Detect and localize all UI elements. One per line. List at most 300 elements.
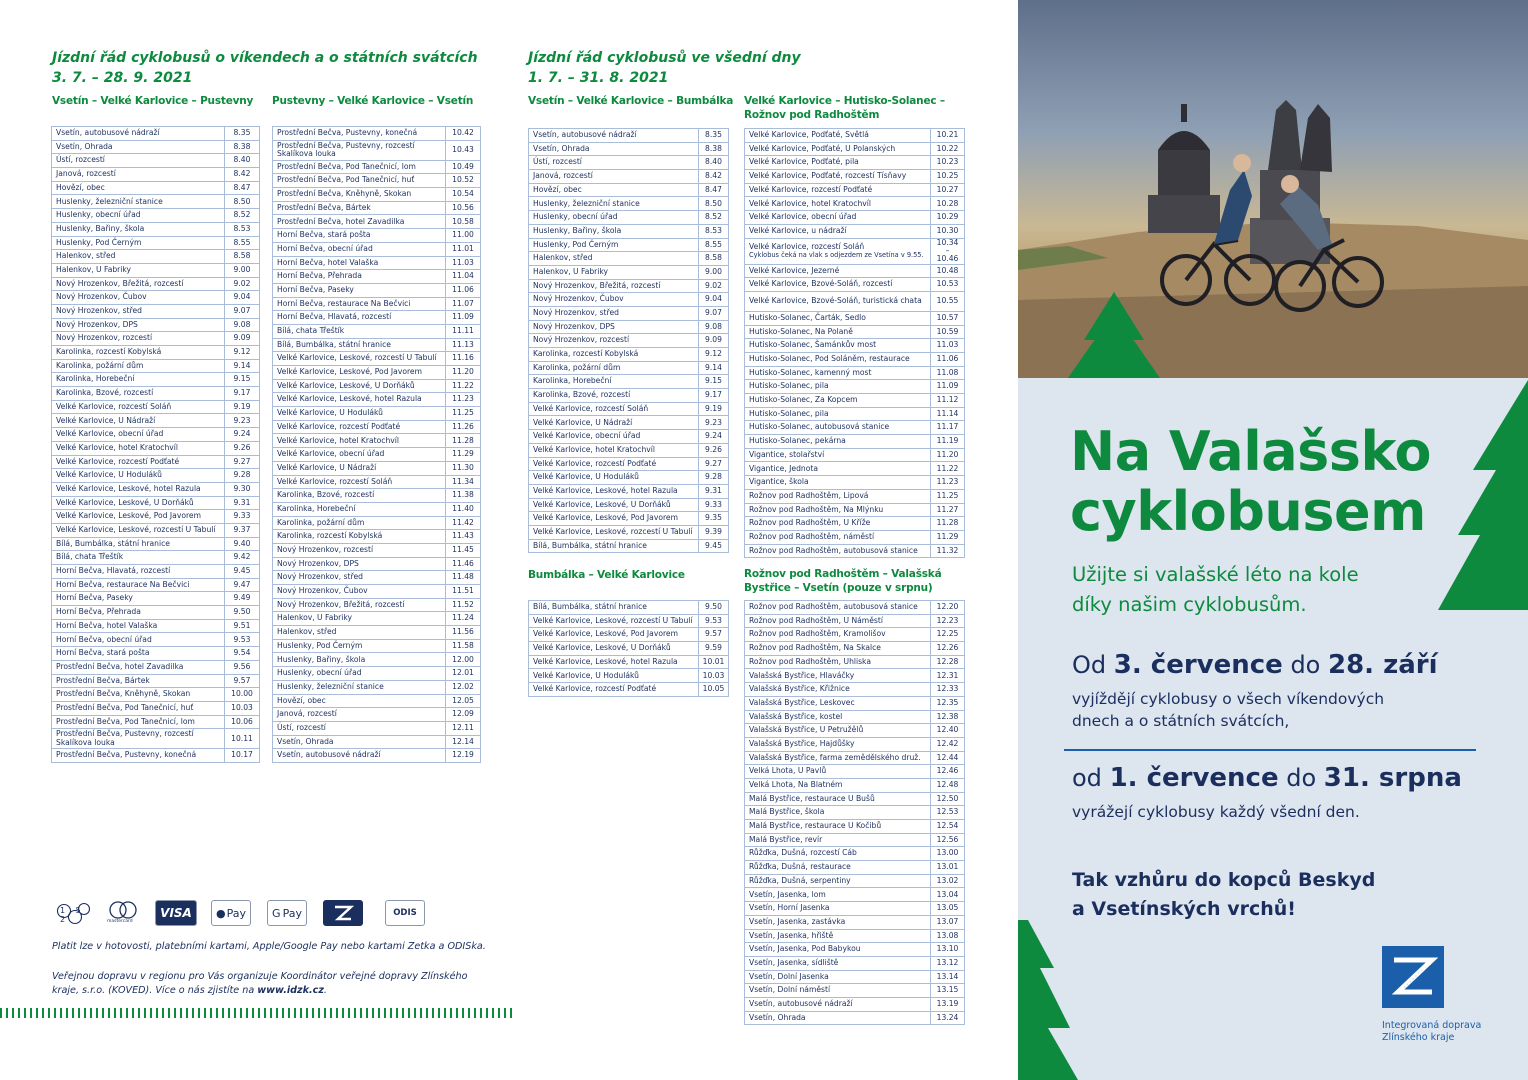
- timetable-row: [52, 263, 260, 277]
- departure-time: 12.19: [446, 749, 481, 763]
- stop-name: Huslenky, Bařiny, škola: [273, 653, 446, 667]
- departure-time: 12.05: [446, 694, 481, 708]
- weekend-dates: Od 3. července do 28. září: [1072, 650, 1438, 680]
- stop-name: Karolinka, Bzové, rozcestí: [273, 489, 446, 503]
- organizer-line-2: kraje, s.r.o. (KOVED). Více o nás zjistíte na www.idzk.cz.: [52, 985, 327, 996]
- weekend-heading-title: Jízdní řád cyklobusů o víkendech a o státních svátcích: [52, 50, 478, 66]
- departure-time: 10.23: [931, 156, 965, 170]
- stop-name: Hutisko-Solanec, Šamánkův most: [745, 339, 931, 353]
- timetable-row: [745, 476, 965, 490]
- stop-name: Hutisko-Solanec, autobusová stanice: [745, 421, 931, 435]
- departure-time: 13.15: [931, 984, 965, 998]
- stop-name: Hutisko-Solanec, Na Polaně: [745, 325, 931, 339]
- timetable-row: [52, 250, 260, 264]
- divider: [1064, 749, 1476, 751]
- departure-time: 8.50: [225, 195, 260, 209]
- stop-name: Velké Karlovice, Bzové-Soláň, rozcestí: [745, 278, 931, 292]
- stop-name: Růžďka, Dušná, serpentiny: [745, 874, 931, 888]
- departure-time: 11.43: [446, 530, 481, 544]
- route-e-title: Velké Karlovice – Hutisko-Solanec – Rožnov pod Radhoštěm: [744, 95, 945, 121]
- departure-time: 8.50: [699, 197, 729, 211]
- stop-name: Velké Karlovice, Jezerné: [745, 264, 931, 278]
- stop-name: Rožnov pod Radhoštěm, Lipová: [745, 489, 931, 503]
- stop-name: Nový Hrozenkov, střed: [529, 306, 699, 320]
- timetable-row: [529, 156, 729, 170]
- weekday-heading-dates: 1. 7. – 31. 8. 2021: [528, 70, 669, 86]
- timetable-row: [52, 428, 260, 442]
- stop-name: Vsetín, Horní Jasenka: [745, 902, 931, 916]
- stop-name: Halenkov, U Fabriky: [529, 265, 699, 279]
- timetable-row: [273, 393, 481, 407]
- departure-time: 12.26: [931, 642, 965, 656]
- timetable-row: [52, 701, 260, 715]
- departure-time: 9.24: [225, 428, 260, 442]
- route-b-title: Pustevny – Velké Karlovice – Vsetín: [272, 95, 474, 107]
- departure-time: 9.00: [699, 265, 729, 279]
- timetable-row: [745, 710, 965, 724]
- timetable-row: [745, 888, 965, 902]
- timetable-row: [52, 455, 260, 469]
- timetable-row: [52, 469, 260, 483]
- departure-time: 11.22: [931, 462, 965, 476]
- departure-time: 9.09: [225, 332, 260, 346]
- timetable-row: [52, 578, 260, 592]
- timetable-row: [52, 674, 260, 688]
- departure-time: 9.45: [699, 539, 729, 553]
- stop-name: Hovězí, obec: [52, 181, 225, 195]
- stop-name: Malá Bystřice, revír: [745, 833, 931, 847]
- departure-time: 9.57: [225, 674, 260, 688]
- departure-time: 10.42: [446, 127, 481, 141]
- departure-time: 8.40: [225, 154, 260, 168]
- timetable-row: [273, 256, 481, 270]
- stop-name: Huslenky, Pod Černým: [529, 238, 699, 252]
- stop-name: Prostřední Bečva, Kněhyně, Skokan: [273, 188, 446, 202]
- timetable-row: [273, 352, 481, 366]
- departure-time: 10.03: [225, 701, 260, 715]
- stop-name: Velké Karlovice, Bzové-Soláň, turistická chata: [745, 291, 931, 311]
- timetable-row: [529, 601, 729, 615]
- timetable-row: [529, 655, 729, 669]
- departure-time: 9.39: [699, 525, 729, 539]
- stop-name: Vsetín, autobusové nádraží: [273, 749, 446, 763]
- timetable-row: [529, 669, 729, 683]
- stop-name: Nový Hrozenkov, střed: [52, 304, 225, 318]
- stop-name: Karolinka, Bzové, rozcestí: [529, 389, 699, 403]
- stop-name: Velké Karlovice, obecní úřad: [52, 428, 225, 442]
- stop-name: Bílá, Bumbálka, státní hranice: [52, 537, 225, 551]
- timetable-row: [52, 140, 260, 154]
- route-d-title: Bumbálka – Velké Karlovice: [528, 569, 685, 581]
- stop-name: Hutisko-Solanec, pila: [745, 380, 931, 394]
- timetable-row: [529, 279, 729, 293]
- timetable-row: [745, 696, 965, 710]
- stop-name: Valašská Bystřice, Hlaváčky: [745, 669, 931, 683]
- stop-name: Prostřední Bečva, Pod Tanečnicí, lom: [273, 160, 446, 174]
- departure-time: 12.38: [931, 710, 965, 724]
- timetable-row: [52, 181, 260, 195]
- departure-time: 12.54: [931, 820, 965, 834]
- timetable-row: [52, 291, 260, 305]
- stop-name: Velké Karlovice, Leskové, Pod Javorem: [529, 512, 699, 526]
- timetable-row: [273, 366, 481, 380]
- stop-name: Horní Bečva, stará pošta: [52, 647, 225, 661]
- timetable-weekday-bumbalka-karlovice: [528, 600, 729, 697]
- stop-name: Prostřední Bečva, Pustevny, konečná: [52, 749, 225, 763]
- mastercard-icon: mastercard: [103, 900, 143, 926]
- timetable-row: [273, 311, 481, 325]
- stop-name: Huslenky, obecní úřad: [529, 211, 699, 225]
- stop-name: Rožnov pod Radhoštěm, Na Mlýnku: [745, 503, 931, 517]
- stop-name: Huslenky, Bařiny, škola: [52, 222, 225, 236]
- departure-time: 13.19: [931, 997, 965, 1011]
- stop-name: Horní Bečva, restaurace Na Bečvici: [52, 578, 225, 592]
- departure-time: 12.23: [931, 614, 965, 628]
- timetable-row: [273, 516, 481, 530]
- timetable-row: [529, 512, 729, 526]
- departure-time: 11.13: [446, 338, 481, 352]
- stop-name: Velké Karlovice, hotel Kratochvíl: [529, 443, 699, 457]
- stop-name: Karolinka, požární dům: [529, 361, 699, 375]
- stop-name: Huslenky, Pod Černým: [52, 236, 225, 250]
- timetable-row: [745, 902, 965, 916]
- departure-time: 9.02: [699, 279, 729, 293]
- organizer-line-1: Veřejnou dopravu v regionu pro Vás organizuje Koordinátor veřejné dopravy Zlínského: [52, 971, 468, 982]
- stop-name: Velké Karlovice, rozcestí Podťaté: [745, 183, 931, 197]
- stop-name: Prostřední Bečva, Pustevny, rozcestí Skalíkova louka: [52, 729, 225, 749]
- departure-time: 9.14: [225, 359, 260, 373]
- departure-time: 8.38: [225, 140, 260, 154]
- timetable-row: [273, 201, 481, 215]
- departure-time: 9.07: [699, 306, 729, 320]
- stop-name: Vsetín, autobusové nádraží: [745, 997, 931, 1011]
- stop-name: Nový Hrozenkov, Břežitá, rozcestí: [529, 279, 699, 293]
- stop-name: Ústí, rozcestí: [52, 154, 225, 168]
- stop-name: Huslenky, železniční stanice: [52, 195, 225, 209]
- timetable-row: [52, 373, 260, 387]
- stop-name: Hovězí, obec: [529, 183, 699, 197]
- departure-time: 9.50: [699, 601, 729, 615]
- stop-name: Velké Karlovice, Podťaté, pila: [745, 156, 931, 170]
- payment-note: Platit lze v hotovosti, platebními kartami, Apple/Google Pay nebo kartami Zetka a ODISka.: [52, 941, 486, 952]
- timetable-row: [273, 735, 481, 749]
- weekday-dates: od 1. července do 31. srpna: [1072, 763, 1462, 793]
- departure-time: 10.59: [931, 325, 965, 339]
- departure-time: 8.58: [699, 252, 729, 266]
- departure-time: 9.04: [699, 293, 729, 307]
- departure-time: 12.14: [446, 735, 481, 749]
- timetable-row: [529, 539, 729, 553]
- stop-name: Velké Karlovice, obecní úřad: [529, 430, 699, 444]
- stop-name: Hutisko-Solanec, pila: [745, 407, 931, 421]
- departure-time: 9.33: [699, 498, 729, 512]
- stop-name: Valašská Bystřice, kostel: [745, 710, 931, 724]
- route-a-title: Vsetín – Velké Karlovice – Pustevny: [52, 95, 254, 107]
- timetable-row: [52, 523, 260, 537]
- stop-name: Velké Karlovice, hotel Kratochvíl: [273, 434, 446, 448]
- timetable-row: [745, 211, 965, 225]
- stop-name: Horní Bečva, obecní úřad: [273, 242, 446, 256]
- departure-time: 9.42: [225, 551, 260, 565]
- stop-name: Velké Karlovice, Leskové, rozcestí U Tabulí: [529, 525, 699, 539]
- stop-name: Velké Karlovice, Leskové, Pod Javorem: [273, 366, 446, 380]
- stop-name: Vsetín, Jasenka, zastávka: [745, 915, 931, 929]
- timetable-row: [745, 970, 965, 984]
- timetable-row: [52, 749, 260, 763]
- stop-name: Valašská Bystřice, U Petružělů: [745, 724, 931, 738]
- stop-name: Huslenky, Bařiny, škola: [529, 224, 699, 238]
- departure-time: 8.52: [225, 209, 260, 223]
- timetable-row: [529, 320, 729, 334]
- timetable-row: [529, 211, 729, 225]
- timetable-row: [52, 633, 260, 647]
- timetable-row: [745, 366, 965, 380]
- timetable-row: [745, 129, 965, 143]
- departure-time: 12.25: [931, 628, 965, 642]
- stop-name: Janová, rozcestí: [529, 170, 699, 184]
- timetable-row: [529, 457, 729, 471]
- stop-name: Vsetín, Ohrada: [273, 735, 446, 749]
- timetable-row: [273, 530, 481, 544]
- stop-name: Bílá, Bumbálka, státní hranice: [529, 539, 699, 553]
- timetable-row: [745, 943, 965, 957]
- stop-name: Velká Lhota, Na Blatném: [745, 778, 931, 792]
- departure-time: 11.29: [446, 448, 481, 462]
- timetable-row: [745, 311, 965, 325]
- timetable-row: [529, 525, 729, 539]
- departure-time: 9.26: [699, 443, 729, 457]
- timetable-row: [273, 270, 481, 284]
- timetable-row: [273, 283, 481, 297]
- timetable-row: [273, 420, 481, 434]
- departure-time: 13.10: [931, 943, 965, 957]
- departure-time: 12.48: [931, 778, 965, 792]
- timetable-row: [745, 197, 965, 211]
- stop-name: Velké Karlovice, obecní úřad: [273, 448, 446, 462]
- zetka-card-icon: [323, 900, 363, 926]
- timetable-row: [529, 265, 729, 279]
- timetable-weekday-roznov-vsetin: [744, 600, 965, 1025]
- timetable-row: [273, 434, 481, 448]
- departure-time: 9.56: [225, 660, 260, 674]
- departure-time: 10.53: [931, 278, 965, 292]
- stop-name: Halenkov, střed: [529, 252, 699, 266]
- departure-time: 11.45: [446, 543, 481, 557]
- timetable-row: [529, 375, 729, 389]
- timetable-row: [52, 304, 260, 318]
- stop-name: Velké Karlovice, hotel Kratochvíl: [52, 441, 225, 455]
- stop-name: Nový Hrozenkov, DPS: [529, 320, 699, 334]
- timetable-row: [745, 792, 965, 806]
- timetable-row: [745, 874, 965, 888]
- stop-name: Horní Bečva, Přehrada: [52, 606, 225, 620]
- stop-name: Velké Karlovice, rozcestí Soláň: [273, 475, 446, 489]
- stop-name: Huslenky, železniční stanice: [529, 197, 699, 211]
- stop-name: Nový Hrozenkov, Břežitá, rozcestí: [52, 277, 225, 291]
- timetable-row: [745, 394, 965, 408]
- timetable-row: [745, 462, 965, 476]
- departure-time: 10.34 – 10.46: [931, 238, 965, 264]
- departure-time: 11.17: [931, 421, 965, 435]
- timetable-row: [745, 352, 965, 366]
- stop-name: Velké Karlovice, Leskové, U Dorňáků: [529, 498, 699, 512]
- departure-time: 8.53: [225, 222, 260, 236]
- stop-name: Velké Karlovice, rozcestí Soláň Cyklobus čeká na vlak s odjezdem ze Vsetína v 9.55.: [745, 238, 931, 264]
- departure-time: 10.05: [699, 683, 729, 697]
- departure-time: 11.06: [446, 283, 481, 297]
- timetable-row: [529, 293, 729, 307]
- stop-name: Velké Karlovice, u nádraží: [745, 224, 931, 238]
- departure-time: 11.09: [446, 311, 481, 325]
- stop-name: Karolinka, rozcestí Kobylská: [273, 530, 446, 544]
- stop-name: Velké Karlovice, rozcestí Podťaté: [52, 455, 225, 469]
- timetable-row: [273, 338, 481, 352]
- departure-time: 12.40: [931, 724, 965, 738]
- departure-time: 8.47: [225, 181, 260, 195]
- departure-time: 10.03: [699, 669, 729, 683]
- timetable-row: [745, 421, 965, 435]
- departure-time: 12.42: [931, 737, 965, 751]
- stop-name: Velké Karlovice, rozcestí Podťaté: [529, 683, 699, 697]
- stop-name: Hutisko-Solanec, Za Kopcem: [745, 394, 931, 408]
- timetable-row: [745, 380, 965, 394]
- stop-name: Nový Hrozenkov, DPS: [273, 557, 446, 571]
- departure-time: 11.48: [446, 571, 481, 585]
- timetable-row: [745, 655, 965, 669]
- stop-name: Velké Karlovice, Leskové, U Dorňáků: [52, 496, 225, 510]
- weekend-info: Od 3. července do 28. září vyjíždějí cyklobusy o všech víkendových dnech a o státních svátcích,: [1072, 650, 1438, 730]
- idzk-logo-text: Integrovaná doprava Zlínského kraje: [1382, 1020, 1482, 1043]
- timetable-row: [529, 361, 729, 375]
- stop-name: Nový Hrozenkov, rozcestí: [52, 332, 225, 346]
- timetable-row: [745, 997, 965, 1011]
- stop-name: Vsetín, autobusové nádraží: [529, 129, 699, 143]
- timetable-weekday-karlovice-roznov: [744, 128, 965, 558]
- stop-name: Karolinka, rozcestí Kobylská: [529, 348, 699, 362]
- stop-name: Velké Karlovice, Leskové, hotel Razula: [529, 655, 699, 669]
- stop-name: Valašská Bystřice, farma zemědělského druž.: [745, 751, 931, 765]
- timetable-row: [745, 517, 965, 531]
- stop-name: Velké Karlovice, Leskové, Pod Javorem: [52, 510, 225, 524]
- timetable-row: [745, 142, 965, 156]
- stop-name: Karolinka, požární dům: [273, 516, 446, 530]
- departure-time: 12.33: [931, 683, 965, 697]
- timetable-row: [52, 606, 260, 620]
- timetable-row: [745, 264, 965, 278]
- departure-time: 12.46: [931, 765, 965, 779]
- departure-time: 9.33: [225, 510, 260, 524]
- stop-name: Velké Karlovice, Podťaté, U Polanských: [745, 142, 931, 156]
- departure-time: 9.45: [225, 565, 260, 579]
- timetable-row: [273, 694, 481, 708]
- stop-name: Vigantice, Jednota: [745, 462, 931, 476]
- timetable-row: [529, 402, 729, 416]
- departure-time: 11.00: [446, 229, 481, 243]
- stop-name: Horní Bečva, restaurace Na Bečvici: [273, 297, 446, 311]
- stop-name: Nový Hrozenkov, DPS: [52, 318, 225, 332]
- departure-time: 12.56: [931, 833, 965, 847]
- stop-name: Prostřední Bečva, Pod Tanečnicí, huť: [52, 701, 225, 715]
- stop-name: Horní Bečva, hotel Valaška: [52, 619, 225, 633]
- departure-time: 11.25: [931, 489, 965, 503]
- departure-time: 9.12: [225, 346, 260, 360]
- departure-time: 12.50: [931, 792, 965, 806]
- timetable-row: [52, 387, 260, 401]
- departure-time: 9.53: [225, 633, 260, 647]
- departure-time: 13.00: [931, 847, 965, 861]
- stop-name: Velká Lhota, U Pavlů: [745, 765, 931, 779]
- timetable-row: [273, 639, 481, 653]
- stop-name: Rožnov pod Radhoštěm, autobusová stanice: [745, 601, 931, 615]
- departure-time: 11.07: [446, 297, 481, 311]
- departure-time: 11.40: [446, 502, 481, 516]
- timetable-row: [529, 224, 729, 238]
- stop-name: Prostřední Bečva, hotel Zavadilka: [52, 660, 225, 674]
- departure-time: 9.14: [699, 361, 729, 375]
- timetable-row: [745, 915, 965, 929]
- timetable-row: [52, 346, 260, 360]
- timetable-row: [52, 277, 260, 291]
- timetable-row: [529, 498, 729, 512]
- departure-time: 8.42: [225, 168, 260, 182]
- timetable-row: [745, 929, 965, 943]
- stop-name: Huslenky, Pod Černým: [273, 639, 446, 653]
- timetable-row: [273, 749, 481, 763]
- departure-time: 12.35: [931, 696, 965, 710]
- timetable-row: [529, 642, 729, 656]
- stop-name: Bílá, Bumbálka, státní hranice: [529, 601, 699, 615]
- departure-time: 11.52: [446, 598, 481, 612]
- departure-time: 10.27: [931, 183, 965, 197]
- timetable-row: [745, 778, 965, 792]
- weekend-heading: [52, 48, 478, 88]
- timetable-row: [52, 565, 260, 579]
- stop-name: Vsetín, Ohrada: [745, 1011, 931, 1025]
- departure-time: 13.14: [931, 970, 965, 984]
- timetable-row: [52, 318, 260, 332]
- idzk-link[interactable]: www.idzk.cz: [257, 985, 324, 996]
- timetable-row: [273, 215, 481, 229]
- timetable-row: [745, 448, 965, 462]
- timetable-row: [745, 1011, 965, 1025]
- stop-name: Velké Karlovice, rozcestí Soláň: [529, 402, 699, 416]
- departure-time: 9.49: [225, 592, 260, 606]
- departure-time: 9.12: [699, 348, 729, 362]
- timetable-row: [52, 592, 260, 606]
- timetable-row: [529, 142, 729, 156]
- stop-name: Velké Karlovice, rozcestí Podťaté: [273, 420, 446, 434]
- stop-name: Velké Karlovice, Leskové, hotel Razula: [52, 482, 225, 496]
- stop-name: Prostřední Bečva, hotel Zavadilka: [273, 215, 446, 229]
- stop-name: Rožnov pod Radhoštěm, Na Skalce: [745, 642, 931, 656]
- departure-time: 9.07: [225, 304, 260, 318]
- timetable-row: [529, 183, 729, 197]
- departure-time: 10.17: [225, 749, 260, 763]
- departure-time: 9.37: [225, 523, 260, 537]
- departure-time: 12.11: [446, 721, 481, 735]
- timetable-row: [273, 297, 481, 311]
- timetable-row: [745, 847, 965, 861]
- timetable-row: [745, 628, 965, 642]
- timetable-row: [529, 430, 729, 444]
- timetable-row: [529, 416, 729, 430]
- departure-time: 10.30: [931, 224, 965, 238]
- stop-name: Růžďka, Dušná, rozcestí Cáb: [745, 847, 931, 861]
- departure-time: 9.27: [225, 455, 260, 469]
- departure-time: 9.26: [225, 441, 260, 455]
- timetable-row: [52, 222, 260, 236]
- subtitle: Užijte si valašské léto na kole díky našim cyklobusům.: [1072, 563, 1359, 616]
